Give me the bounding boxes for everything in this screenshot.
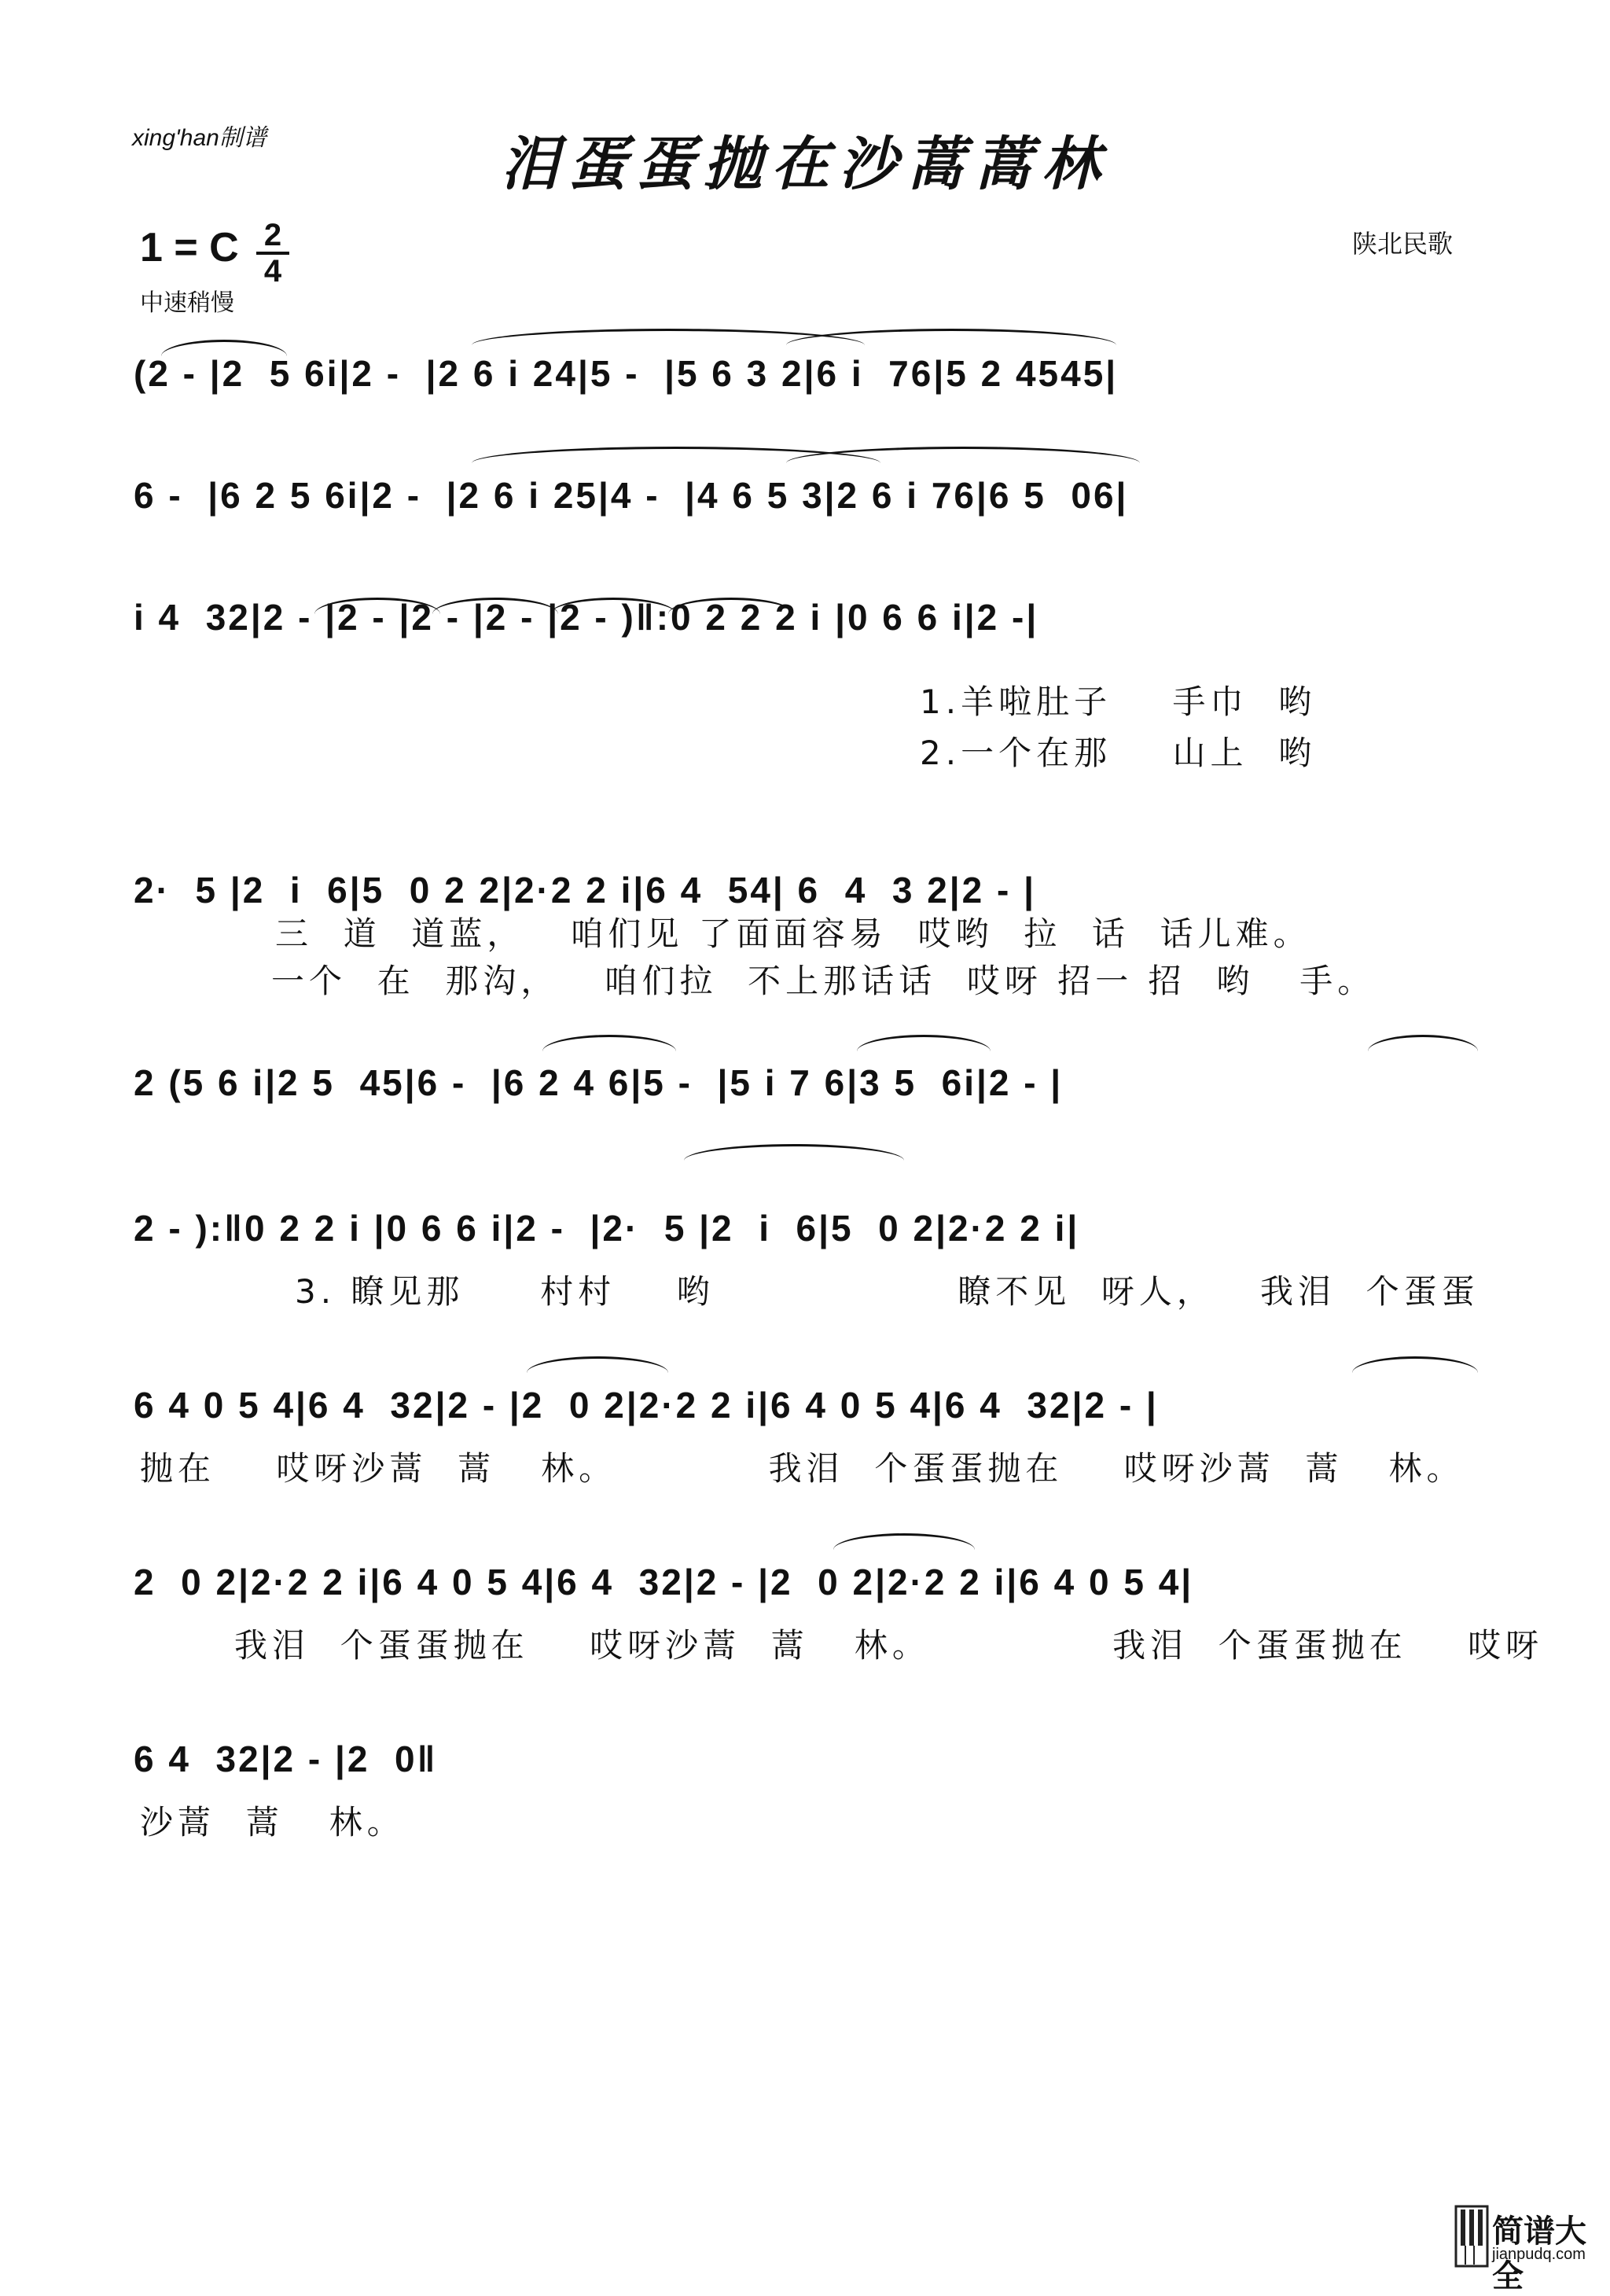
score-line-9: 6 4 32|2 - |2 0‖: [134, 1739, 438, 1779]
slur-mark: [542, 1035, 676, 1051]
watermark-brand: 简谱大全: [1492, 2213, 1586, 2294]
score-line-3: i 4 32|2 - |2 - |2 - |2 - |2 - )‖:0 2 2 2 i |0 6 6 i|2 -|: [134, 597, 1039, 638]
site-watermark: [1454, 2202, 1596, 2294]
lyric-line-7: 我泪 个蛋蛋抛在 哎呀沙蒿 蒿 林。 我泪 个蛋蛋抛在 哎呀: [234, 1626, 1544, 1665]
meter-top: 2: [263, 218, 282, 252]
lyric-line-1: 1.羊啦肚子 手巾 哟: [920, 683, 1317, 721]
time-signature: [253, 219, 292, 288]
slur-mark: [527, 1356, 668, 1373]
score-line-1: (2 - |2 5 6i|2 - |2 6 i 24|5 - |5 6 3 2|6 i 76|5 2 4545|: [134, 353, 1119, 394]
watermark-site: jianpudq.com: [1492, 2246, 1586, 2263]
score-line-4: 2· 5 |2 i 6|5 0 2 2|2·2 2 i|6 4 54| 6 4 3 2|2 - |: [134, 870, 1036, 911]
score-line-7: 6 4 0 5 4|6 4 32|2 - |2 0 2|2·2 2 i|6 4 0 5 4|6 4 32|2 - |: [134, 1385, 1159, 1426]
slur-mark: [833, 1533, 975, 1550]
slur-mark: [786, 447, 1140, 463]
slur-mark: [857, 1035, 991, 1051]
slur-mark: [1352, 1356, 1478, 1373]
score-line-5: 2 (5 6 i|2 5 45|6 - |6 2 4 6|5 - |5 i 7 6|3 5 6i|2 - |: [134, 1062, 1064, 1103]
song-origin: 陕北民歌: [1352, 229, 1454, 259]
slur-mark: [161, 340, 287, 356]
key-signature: 1 = C: [140, 225, 239, 270]
slur-mark: [786, 329, 1116, 345]
score-line-6: 2 - ):‖0 2 2 i |0 6 6 i|2 - |2· 5 |2 i 6|5 0 2|2·2 2 i|: [134, 1208, 1080, 1249]
credit-text: xing'han制谱: [132, 125, 266, 151]
lyric-line-8: 沙蒿 蒿 林。: [140, 1803, 405, 1842]
slur-mark: [684, 1144, 904, 1161]
meter-bottom: 4: [263, 254, 282, 289]
tempo-marking: 中速稍慢: [140, 290, 234, 316]
score-line-8: 2 0 2|2·2 2 i|6 4 0 5 4|6 4 32|2 - |2 0 2|2·2 2 i|6 4 0 5 4|: [134, 1562, 1194, 1602]
lyric-line-6: 抛在 哎呀沙蒿 蒿 林。 我泪 个蛋蛋抛在 哎呀沙蒿 蒿 林。: [140, 1449, 1465, 1488]
piano-keys-icon: [1454, 2205, 1489, 2268]
slur-mark: [1368, 1035, 1478, 1051]
page-title: 泪蛋蛋抛在沙蒿蒿林: [501, 131, 1109, 198]
lyric-line-4: 一个 在 那沟， 咱们拉 不上那话话 哎呀 招一 招 哟 手。: [271, 962, 1376, 1000]
lyric-line-2: 2.一个在那 山上 哟: [920, 734, 1317, 772]
score-line-2: 6 - |6 2 5 6i|2 - |2 6 i 25|4 - |4 6 5 3|2 6 i 76|6 5 06|: [134, 475, 1129, 516]
lyric-line-3: 三 道 道蓝， 咱们见 了面面容易 哎哟 拉 话 话儿难。: [275, 914, 1311, 953]
lyric-line-5: 3. 瞭见那 村村 哟 瞭不见 呀人， 我泪 个蛋蛋: [295, 1272, 1480, 1311]
